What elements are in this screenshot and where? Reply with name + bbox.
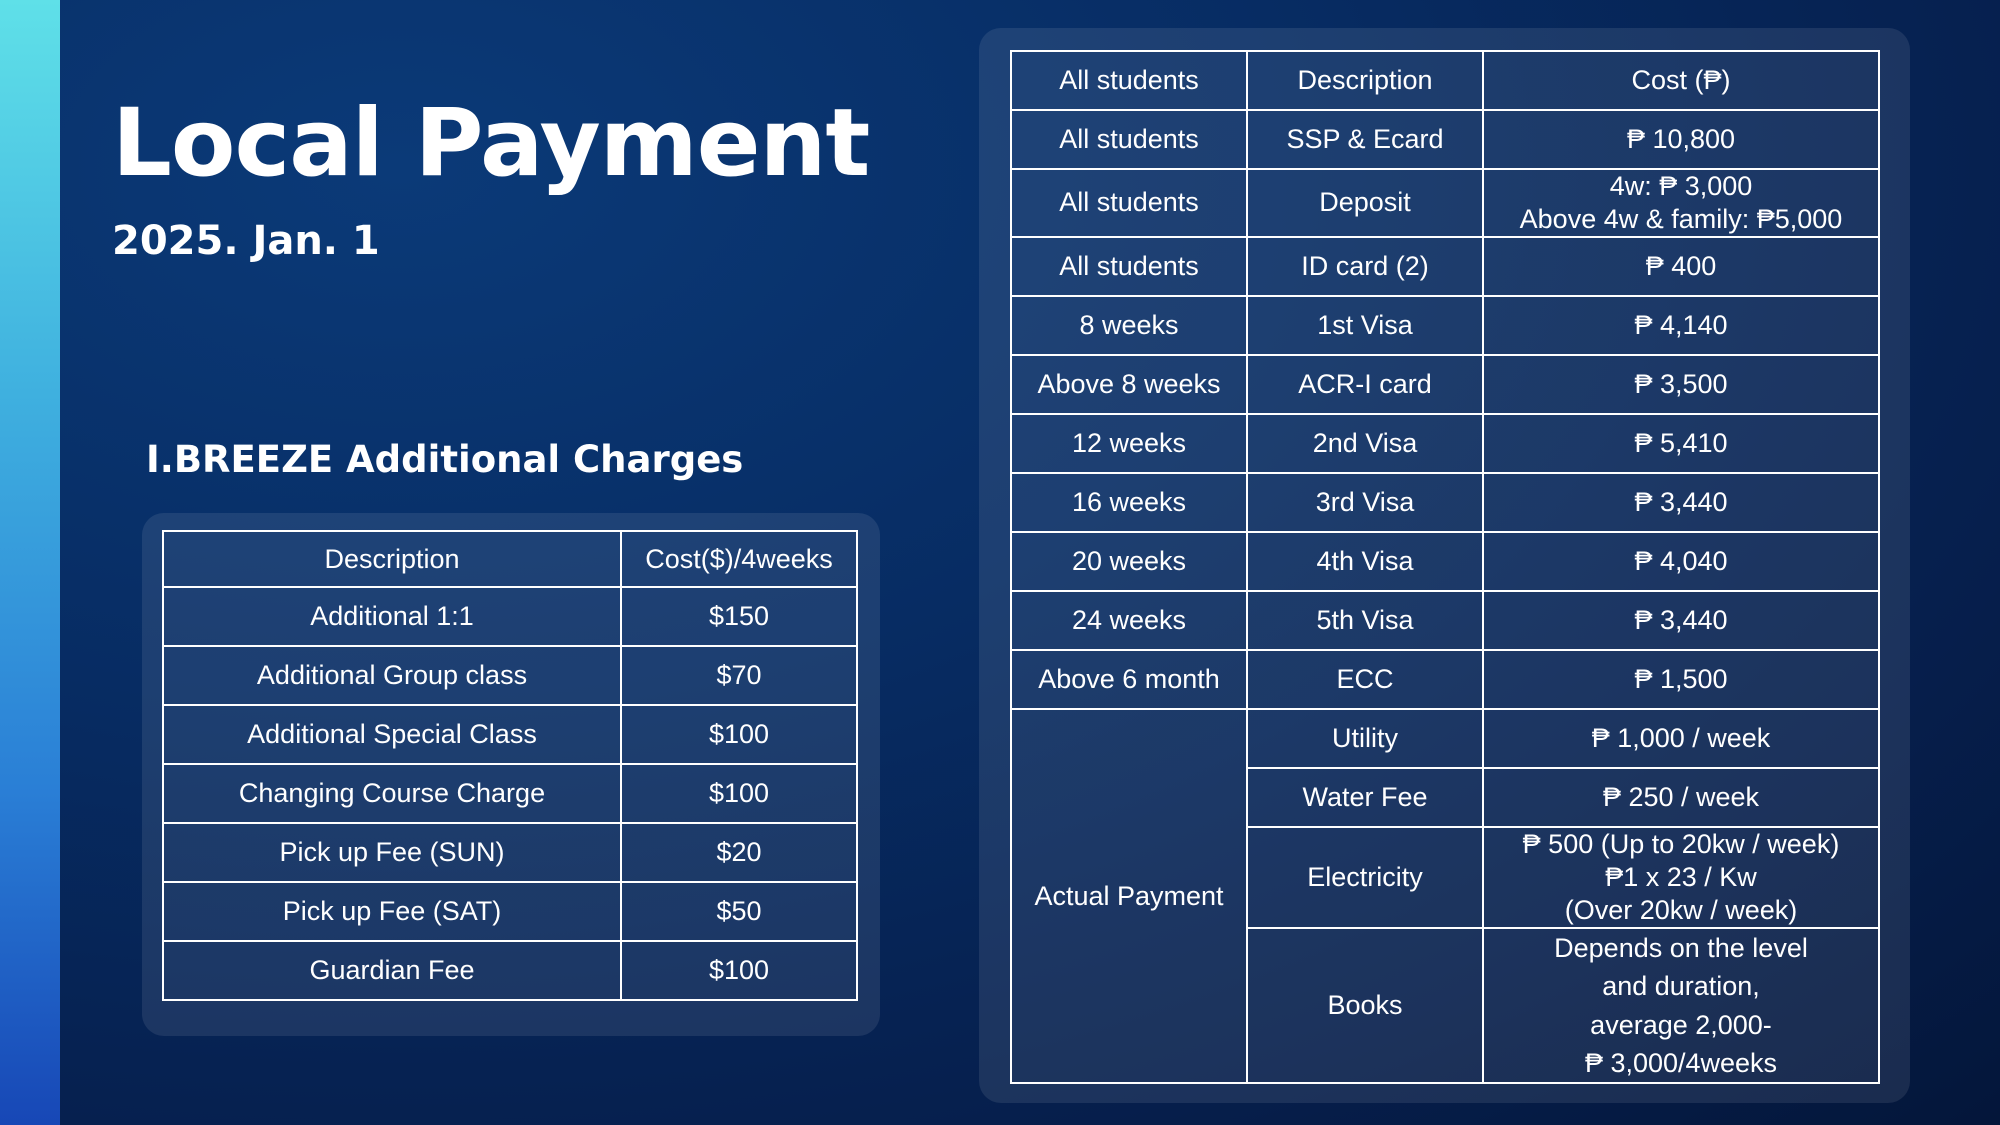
row-description: Water Fee [1247,768,1483,827]
breeze-charges-table [162,530,858,1001]
row-cost [1483,827,1879,928]
table-row [1011,709,1879,768]
row-cost: $100 [621,705,857,764]
row-description: ECC [1247,650,1483,709]
table-row [1011,650,1879,709]
table-row [1011,169,1879,237]
row-cost: $50 [621,882,857,941]
row-cost: ₱ 5,410 [1483,414,1879,473]
row-cost: ₱ 400 [1483,237,1879,296]
page-title: Local Payment [112,89,870,198]
table-row [163,882,857,941]
section-title-breeze: I.BREEZE Additional Charges [146,438,744,481]
header-cost: Cost (₱) [1483,51,1879,110]
table-row [1011,591,1879,650]
table-row [163,764,857,823]
cost-line: (Over 20kw / week) [1564,894,1798,925]
header-description: Description [1247,51,1483,110]
cost-line: average 2,000- [1590,1009,1772,1040]
row-cost [1483,928,1879,1083]
table-row [163,587,857,646]
row-cost: ₱ 4,140 [1483,296,1879,355]
row-description: Electricity [1247,827,1483,928]
row-description: Utility [1247,709,1483,768]
table-row [163,941,857,1000]
row-group: 16 weeks [1011,473,1247,532]
row-group: Above 8 weeks [1011,355,1247,414]
table-row [1011,110,1879,169]
row-cost: ₱ 1,000 / week [1483,709,1879,768]
row-cost: $150 [621,587,857,646]
row-description: 1st Visa [1247,296,1483,355]
row-cost: ₱ 3,500 [1483,355,1879,414]
row-description: Additional 1:1 [163,587,621,646]
row-group: All students [1011,169,1247,237]
row-group-actual-payment: Actual Payment [1011,709,1247,1083]
table-row [163,823,857,882]
row-description: Guardian Fee [163,941,621,1000]
cost-line: ₱ 3,000/4weeks [1584,1047,1778,1078]
row-cost: $20 [621,823,857,882]
row-description: 5th Visa [1247,591,1483,650]
table-row [1011,355,1879,414]
row-cost: ₱ 3,440 [1483,473,1879,532]
row-cost: $100 [621,941,857,1000]
cost-line: ₱ 500 (Up to 20kw / week) [1522,828,1840,859]
table-header-row [1011,51,1879,110]
row-group: 20 weeks [1011,532,1247,591]
accent-bar [0,0,60,1125]
row-group: All students [1011,237,1247,296]
table-row [1011,296,1879,355]
header-group: All students [1011,51,1247,110]
row-cost: ₱ 1,500 [1483,650,1879,709]
row-group: 8 weeks [1011,296,1247,355]
cost-line: Above 4w & family: ₱5,000 [1519,203,1843,234]
row-description: ID card (2) [1247,237,1483,296]
row-group: All students [1011,110,1247,169]
row-description: Changing Course Charge [163,764,621,823]
row-description: Additional Special Class [163,705,621,764]
row-group: Above 6 month [1011,650,1247,709]
local-payment-table [1010,50,1880,1084]
header-description: Description [163,531,621,587]
cost-line: ₱1 x 23 / Kw [1605,861,1757,892]
row-cost: ₱ 10,800 [1483,110,1879,169]
row-description: Pick up Fee (SUN) [163,823,621,882]
table-row [163,646,857,705]
table-header-row [163,531,857,587]
row-group: 12 weeks [1011,414,1247,473]
table-row [1011,473,1879,532]
row-description: Additional Group class [163,646,621,705]
table-row [163,705,857,764]
row-cost: ₱ 250 / week [1483,768,1879,827]
cost-line: 4w: ₱ 3,000 [1609,171,1753,201]
table-row [1011,237,1879,296]
row-cost: $70 [621,646,857,705]
row-description: 4th Visa [1247,532,1483,591]
row-description: Books [1247,928,1483,1083]
row-cost [1483,169,1879,237]
row-group: 24 weeks [1011,591,1247,650]
row-description: ACR-I card [1247,355,1483,414]
row-description: SSP & Ecard [1247,110,1483,169]
row-cost: ₱ 3,440 [1483,591,1879,650]
row-cost: $100 [621,764,857,823]
page-date: 2025. Jan. 1 [112,218,380,264]
row-description: 3rd Visa [1247,473,1483,532]
row-description: 2nd Visa [1247,414,1483,473]
row-cost: ₱ 4,040 [1483,532,1879,591]
table-row [1011,414,1879,473]
table-row [1011,532,1879,591]
cost-line: Depends on the level [1554,932,1808,963]
row-description: Deposit [1247,169,1483,237]
cost-line: and duration, [1602,971,1760,1002]
row-description: Pick up Fee (SAT) [163,882,621,941]
header-cost: Cost($)/4weeks [621,531,857,587]
